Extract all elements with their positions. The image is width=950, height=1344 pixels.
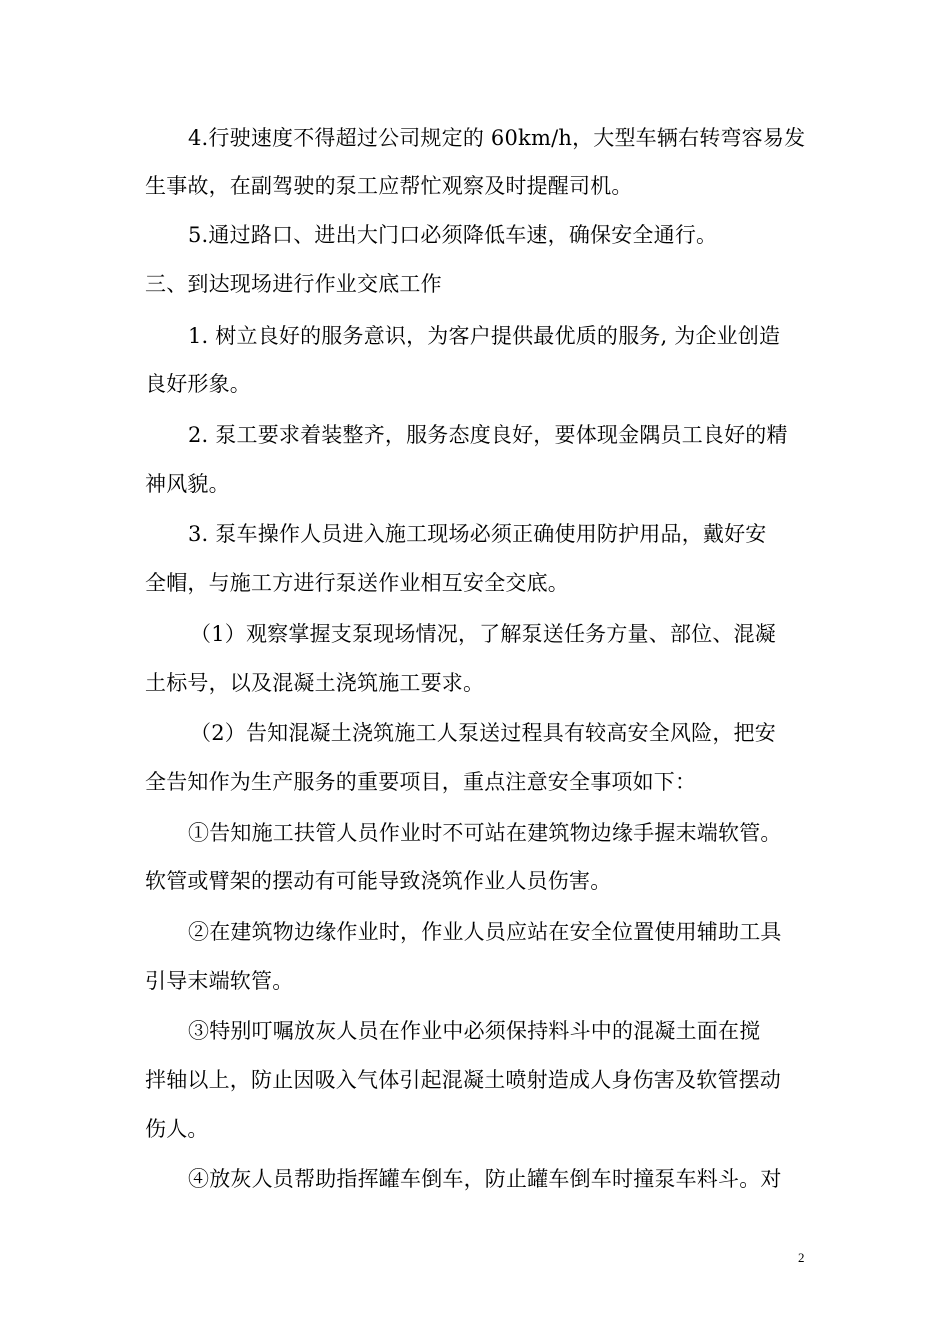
paragraph-line: 生事故，在副驾驶的泵工应帮忙观察及时提醒司机。 <box>145 174 633 198</box>
paragraph-line: 全告知作为生产服务的重要项目，重点注意安全事项如下： <box>145 770 697 794</box>
page-number: 2 <box>798 1250 805 1265</box>
paragraph-line: ③特别叮嘱放灰人员在作业中必须保持料斗中的混凝土面在搅 <box>188 1019 761 1043</box>
paragraph-line: 拌轴以上，防止因吸入气体引起混凝土喷射造成人身伤害及软管摆动 <box>145 1068 781 1092</box>
paragraph-line: 3. 泵车操作人员进入施工现场必须正确使用防护用品，戴好安 <box>188 522 767 546</box>
paragraph-line: 全帽，与施工方进行泵送作业相互安全交底。 <box>145 571 569 595</box>
paragraph-line: 1. 树立良好的服务意识，为客户提供最优质的服务, 为企业创造 <box>188 324 781 348</box>
paragraph-line: 神风貌。 <box>145 472 230 496</box>
paragraph-line: ①告知施工扶管人员作业时不可站在建筑物边缘手握末端软管。 <box>188 821 782 845</box>
paragraph-line: ②在建筑物边缘作业时，作业人员应站在安全位置使用辅助工具 <box>188 920 782 944</box>
paragraph-line: 土标号，以及混凝土浇筑施工要求。 <box>145 671 485 695</box>
paragraph-line: 4.行驶速度不得超过公司规定的 60km/h，大型车辆右转弯容易发 <box>188 126 806 150</box>
paragraph-line: 2. 泵工要求着装整齐，服务态度良好，要体现金隅员工良好的精 <box>188 423 788 447</box>
paragraph-line: 引导末端软管。 <box>145 969 294 993</box>
paragraph-line: 软管或臂架的摆动有可能导致浇筑作业人员伤害。 <box>145 869 612 893</box>
section-heading: 三、到达现场进行作业交底工作 <box>145 272 442 296</box>
paragraph-line: 5.通过路口、进出大门口必须降低车速，确保安全通行。 <box>188 223 718 247</box>
paragraph-line: 伤人。 <box>145 1117 209 1141</box>
paragraph-line: （2）告知混凝土浇筑施工人泵送过程具有较高安全风险，把安 <box>190 721 776 745</box>
paragraph-line: 良好形象。 <box>145 372 251 396</box>
paragraph-line: （1）观察掌握支泵现场情况，了解泵送任务方量、部位、混凝 <box>190 622 776 646</box>
paragraph-line: ④放灰人员帮助指挥罐车倒车，防止罐车倒车时撞泵车料斗。对 <box>188 1167 782 1191</box>
